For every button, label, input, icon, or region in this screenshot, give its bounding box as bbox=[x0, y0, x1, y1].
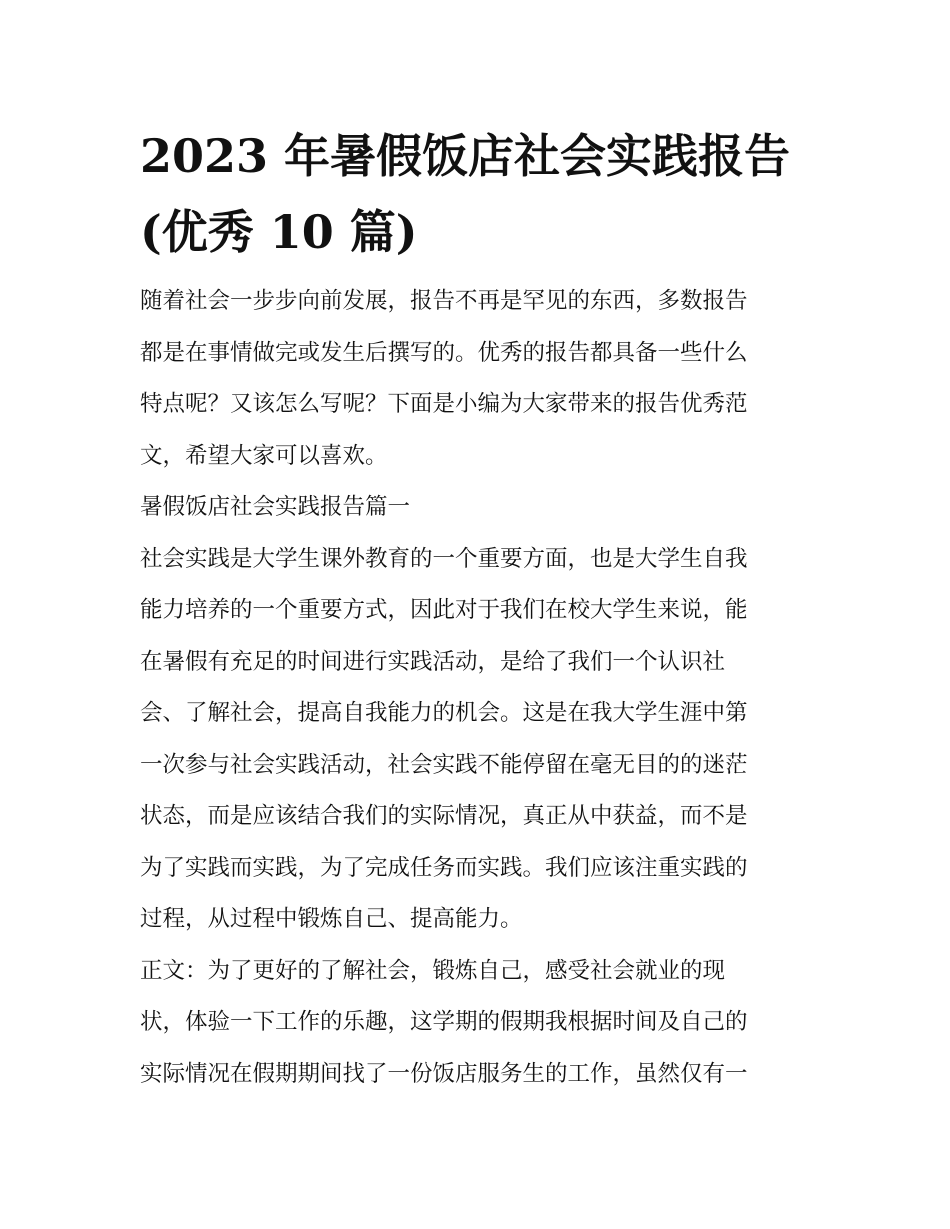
intro-line: 特点呢？又该怎么写呢？下面是小编为大家带来的报告优秀范 bbox=[140, 391, 748, 417]
body-line: 状，体验一下工作的乐趣，这学期的假期我根据时间及自己的 bbox=[140, 1009, 748, 1035]
body-line: 正文：为了更好的了解社会，锻炼自己，感受社会就业的现 bbox=[140, 957, 726, 984]
section-heading: 暑假饭店社会实践报告篇一 bbox=[140, 494, 411, 520]
body-line: 过程，从过程中锻炼自己、提高能力。 bbox=[140, 906, 523, 932]
body-line: 实际情况在假期期间找了一份饭店服务生的工作，虽然仅有一 bbox=[140, 1060, 748, 1087]
body-line: 为了实践而实践，为了完成任务而实践。我们应该注重实践的 bbox=[140, 854, 748, 881]
intro-line: 文，希望大家可以喜欢。 bbox=[140, 442, 388, 469]
title-line-2: (优秀 10 篇) bbox=[140, 205, 418, 259]
body-line: 会、了解社会，提高自我能力的机会。这是在我大学生涯中第 bbox=[140, 700, 748, 726]
document-body bbox=[140, 276, 820, 1100]
body-line: 能力培养的一个重要方式，因此对于我们在校大学生来说，能 bbox=[140, 597, 748, 623]
body-line: 一次参与社会实践活动，社会实践不能停留在毫无目的的迷茫 bbox=[140, 751, 748, 778]
intro-line: 都是在事情做完或发生后撰写的。优秀的报告都具备一些什么 bbox=[140, 339, 748, 366]
title-line-1: 2023 年暑假饭店社会实践报告 bbox=[140, 129, 791, 183]
intro-line: 随着社会一步步向前发展，报告不再是罕见的东西，多数报告 bbox=[140, 288, 748, 314]
body-line: 状态，而是应该结合我们的实际情况，真正从中获益，而不是 bbox=[140, 803, 748, 829]
page-title bbox=[140, 118, 820, 270]
body-line: 在暑假有充足的时间进行实践活动，是给了我们一个认识社 bbox=[140, 648, 726, 675]
body-line: 社会实践是大学生课外教育的一个重要方面，也是大学生自我 bbox=[140, 545, 748, 572]
